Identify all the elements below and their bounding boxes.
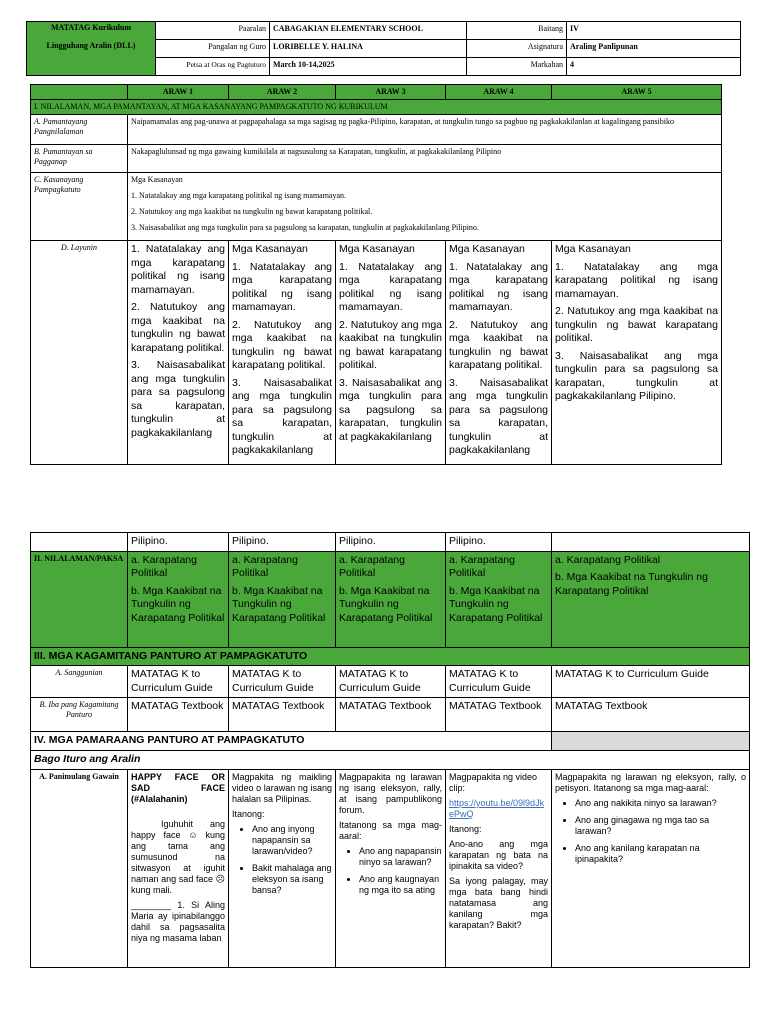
section3-title: III. MGA KAGAMITANG PANTURO AT PAMPAGKATUTO bbox=[31, 647, 750, 666]
layunin-d3-heading: Mga Kasanayan bbox=[339, 243, 415, 255]
kasanayang-item-1: 1. Natatalakay ang mga karapatang politikal ng isang mamamayan. bbox=[131, 191, 347, 200]
layunin-day-1 bbox=[128, 241, 229, 465]
sanggunian-day-1: MATATAG K to Curriculum Guide bbox=[128, 666, 229, 698]
p5-bullet-2: • Ano ang ginagawa ng mga tao sa larawan? bbox=[575, 815, 746, 837]
layunin-d3-item-3: 3. Naisasabalikat ang mga tungkulin para sa pagsulong sa karapatan, tungkulin at pagkakakilanlang bbox=[339, 376, 442, 443]
layunin-day-5 bbox=[552, 241, 722, 465]
kasanayang-item-2: 2. Natutukoy ang mga kaakibat na tungkulin ng bawat karapatang politikal. bbox=[131, 207, 373, 216]
p5-intro: Magpapakita ng larawan ng eleksyon, rally, o petisyon. Itatanong sa mga mag-aaral: bbox=[555, 772, 746, 793]
p1-item-1: ________ 1. Si Aling Maria ay ipinabilanggo dahil sa pagsasalita niya ng masama laban bbox=[131, 900, 225, 943]
nilalaman-d1-b: b. Mga Kaakibat na Tungkulin ng Karapatang Politikal bbox=[131, 584, 225, 624]
panimulang-day-1 bbox=[128, 770, 229, 968]
layunin-cont-1: Pilipino. bbox=[128, 533, 229, 552]
p4-itanong: Itanong: bbox=[449, 824, 482, 834]
kagamitan-day-5: MATATAG Textbook bbox=[552, 698, 750, 732]
layunin-d5-item-1: 1. Natatalakay ang mga karapatang politikal ng isang mamamayan. bbox=[555, 260, 718, 300]
layunin-d5-heading: Mga Kasanayan bbox=[555, 243, 631, 255]
header-table bbox=[26, 21, 741, 76]
markahan-value: 4 bbox=[567, 58, 741, 76]
layunin-d5-item-2: 2. Natutukoy ang mga kaakibat na tungkulin ng bawat karapatang politikal. bbox=[555, 305, 718, 344]
nilalaman-d4-a: a. Karapatang Politikal bbox=[449, 553, 515, 579]
p4-video-link[interactable]: https://youtu.be/09l9dJkePwQ bbox=[449, 798, 545, 819]
baitang-label: Baitang bbox=[467, 22, 567, 40]
layunin-d4-item-3: 3. Naisasabalikat ang mga tungkulin para sa pagsulong sa karapatan, tungkulin at pagkakakilanlang bbox=[449, 376, 548, 456]
layunin-d1-item-3: 3. Naisasabalikat ang mga tungkulin para sa pagsulong sa karapatan, tungkulin at pagkakakilanlang bbox=[131, 359, 225, 439]
nilalaman-d3-a: a. Karapatang Politikal bbox=[339, 553, 405, 579]
sanggunian-day-3: MATATAG K to Curriculum Guide bbox=[336, 666, 446, 698]
panimulang-day-5 bbox=[552, 770, 750, 968]
nilalaman-d2-a: a. Karapatang Politikal bbox=[232, 553, 298, 579]
p2-bullet-2: • Bakit mahalaga ang eleksyon sa isang bansa? bbox=[252, 863, 332, 896]
layunin-d5-item-3: 3. Naisasabalikat ang mga tungkulin para sa pagsulong sa karapatan, tungkulin at pagkakakilanlang Pilipino. bbox=[555, 349, 718, 402]
day-header-3: ARAW 3 bbox=[336, 85, 446, 100]
layunin-d3-item-1: 1. Natatalakay ang mga karapatang politikal ng isang mamamayan. bbox=[339, 260, 442, 313]
layunin-d2-item-1: 1. Natatalakay ang mga karapatang politikal ng isang mamamayan. bbox=[232, 260, 332, 313]
kasanayang-cell bbox=[128, 173, 722, 241]
layunin-d2-heading: Mga Kasanayan bbox=[232, 243, 308, 255]
continued-blank bbox=[31, 533, 128, 552]
nilalaman-label: II. NILALAMAN/PAKSA bbox=[31, 551, 128, 647]
nilalaman-day-5 bbox=[552, 551, 750, 647]
panimulang-day-4 bbox=[446, 770, 552, 968]
p3-intro: Magpapakita ng larawan ng isang eleksyon, rally, at isang pampublikong forum. bbox=[339, 772, 442, 815]
paaralan-label: Paaralan bbox=[156, 22, 270, 40]
baitang-value: IV bbox=[567, 22, 741, 40]
layunin-cont-5 bbox=[552, 533, 750, 552]
kasanayang-title: Mga Kasanayan bbox=[131, 175, 183, 184]
layunin-cont-2: Pilipino. bbox=[229, 533, 336, 552]
p4-question-2: Sa iyong palagay, may mga bata bang hindi natatamasa ang kanilang mga karapatan? Bakit? bbox=[449, 876, 548, 930]
nilalaman-d4-b: b. Mga Kaakibat na Tungkulin ng Karapatang Politikal bbox=[449, 584, 543, 624]
main-table-part1 bbox=[30, 84, 722, 465]
petsa-label: Petsa at Oras ng Pagtuturo bbox=[156, 58, 270, 76]
nilalaman-day-3 bbox=[336, 551, 446, 647]
layunin-d2-item-2: 2. Natutukoy ang mga kaakibat na tungkulin ng bawat karapatang politikal. bbox=[232, 318, 332, 371]
section4-title: IV. MGA PAMARAANG PANTURO AT PAMPAGKATUTO bbox=[31, 732, 552, 751]
kagamitan-day-2: MATATAG Textbook bbox=[229, 698, 336, 732]
pamantayan-pagganap-text: Nakapaglulunsad ng mga gawaing kumikilala at nagsusulong sa Karapatan, tungkulin, at pagkakakilanlang Pilipino bbox=[128, 145, 722, 173]
layunin-d1-item-1: 1. Natatalakay ang mga karapatang politikal ng isang mamamayan. bbox=[131, 243, 225, 296]
kagamitan-day-3: MATATAG Textbook bbox=[336, 698, 446, 732]
p3-bullet-2: • Ano ang kaugnayan ng mga ito sa ating bbox=[359, 874, 442, 896]
layunin-cont-4: Pilipino. bbox=[446, 533, 552, 552]
section1-title: I. NILALAMAN, MGA PAMANTAYAN, AT MGA KASANAYANG PAMPAGKATUTO NG KURIKULUM bbox=[31, 100, 722, 115]
kasanayang-item-3: 3. Naisasabalikat ang mga tungkulin para sa pagsulong sa karapatan, tungkulin at pagkakakilanlang Pilipino. bbox=[131, 223, 479, 232]
layunin-cont-3: Pilipino. bbox=[336, 533, 446, 552]
layunin-d4-item-1: 1. Natatalakay ang mga karapatang politikal ng isang mamamayan. bbox=[449, 260, 548, 313]
layunin-day-3 bbox=[336, 241, 446, 465]
section4-subtitle: Bago Ituro ang Aralin bbox=[31, 751, 750, 770]
panimulang-day-2 bbox=[229, 770, 336, 968]
kagamitan-label: B. Iba pang Kagamitang Panturo bbox=[31, 698, 128, 732]
p2-itanong: Itanong: bbox=[232, 809, 265, 819]
pamantayan-pagganap-label: B. Pamantayan sa Pagganap bbox=[31, 145, 128, 173]
paaralan-value: CABAGAKIAN ELEMENTARY SCHOOL bbox=[270, 22, 467, 40]
p2-bullet-1: • Ano ang inyong napapansin sa larawan/video? bbox=[252, 824, 332, 857]
asignatura-value: Araling Panlipunan bbox=[567, 40, 741, 58]
kagamitan-day-1: MATATAG Textbook bbox=[128, 698, 229, 732]
kasanayang-label: C. Kasanayang Pampagkatuto bbox=[31, 173, 128, 241]
layunin-day-2 bbox=[229, 241, 336, 465]
p1-instruction: Iguhuhit ang happy face ☺ kung ang tama ang sumusunod na sitwasyon at iguhit naman ang sad face ☹ kung mali. bbox=[131, 819, 225, 895]
sanggunian-day-4: MATATAG K to Curriculum Guide bbox=[446, 666, 552, 698]
panimulang-gawain-label: A. Panimulang Gawain bbox=[31, 770, 128, 968]
day-header-1: ARAW 1 bbox=[128, 85, 229, 100]
pamantayang-pangnilalaman-text: Naipamamalas ang pag-unawa at pagpapahalaga sa mga sagisag ng pagka-Pilipino, karapatan, at tungkulin tungo sa pagbuo ng pagkakakilanlan at kagalingang pansibiko bbox=[128, 115, 722, 145]
guro-label: Pangalan ng Guro bbox=[156, 40, 270, 58]
nilalaman-d1-a: a. Karapatang Politikal bbox=[131, 553, 197, 579]
kagamitan-day-4: MATATAG Textbook bbox=[446, 698, 552, 732]
sanggunian-label: A. Sanggunian bbox=[31, 666, 128, 698]
layunin-d4-heading: Mga Kasanayan bbox=[449, 243, 525, 255]
day-header-4: ARAW 4 bbox=[446, 85, 552, 100]
nilalaman-d5-b: b. Mga Kaakibat na Tungkulin ng Karapatang Politikal bbox=[555, 571, 708, 597]
p4-question-1: Ano-ano ang mga karapatan ng bata na ipinakita sa video? bbox=[449, 839, 548, 871]
layunin-d4-item-2: 2. Natutukoy ang mga kaakibat na tungkulin ng bawat karapatang politikal. bbox=[449, 318, 548, 371]
p4-intro: Magpapakita ng video clip: bbox=[449, 772, 538, 793]
nilalaman-day-4 bbox=[446, 551, 552, 647]
petsa-value: March 10-14,2025 bbox=[270, 58, 467, 76]
layunin-day-4 bbox=[446, 241, 552, 465]
nilalaman-d3-b: b. Mga Kaakibat na Tungkulin ng Karapatang Politikal bbox=[339, 584, 433, 624]
day-header-5: ARAW 5 bbox=[552, 85, 722, 100]
asignatura-label: Asignatura bbox=[467, 40, 567, 58]
p2-intro: Magpakita ng maikling video o larawan ng isang halalan sa Pilipinas. bbox=[232, 772, 332, 804]
layunin-label: D. Layunin bbox=[31, 241, 128, 465]
nilalaman-d2-b: b. Mga Kaakibat na Tungkulin ng Karapatang Politikal bbox=[232, 584, 326, 624]
layunin-d2-item-3: 3. Naisasabalikat ang mga tungkulin para sa pagsulong sa karapatan, tungkulin at pagkakakilanlang bbox=[232, 376, 332, 456]
sanggunian-day-2: MATATAG K to Curriculum Guide bbox=[229, 666, 336, 698]
day-header-blank bbox=[31, 85, 128, 100]
p3-bullet-1: • Ano ang napapansin ninyo sa larawan? bbox=[359, 846, 442, 868]
header-title-cell bbox=[27, 22, 156, 76]
panimulang-day-3 bbox=[336, 770, 446, 968]
nilalaman-day-1 bbox=[128, 551, 229, 647]
p5-bullet-3: • Ano ang kanilang karapatan na ipinapakita? bbox=[575, 843, 746, 865]
p5-bullet-1: • Ano ang nakikita ninyo sa larawan? bbox=[575, 798, 746, 809]
guro-value: LORIBELLE Y. HALINA bbox=[270, 40, 467, 58]
p3-itanong: Itatanong sa mga mag-aaral: bbox=[339, 820, 442, 841]
section4-title-shade bbox=[552, 732, 750, 751]
nilalaman-day-2 bbox=[229, 551, 336, 647]
sanggunian-day-5: MATATAG K to Curriculum Guide bbox=[552, 666, 750, 698]
main-table-part2 bbox=[30, 532, 750, 968]
dll-title: MATATAG Kurikulum bbox=[50, 23, 132, 32]
day-header-2: ARAW 2 bbox=[229, 85, 336, 100]
p1-title: HAPPY FACE OR SAD FACE (#Alalahanin) bbox=[131, 772, 225, 804]
markahan-label: Markahan bbox=[467, 58, 567, 76]
layunin-d1-item-2: 2. Natutukoy ang mga kaakibat na tungkulin ng bawat karapatang politikal. bbox=[131, 301, 225, 354]
pamantayang-pangnilalaman-label: A. Pamantayang Pangnilalaman bbox=[31, 115, 128, 145]
layunin-d3-item-2: 2. Natutukoy ang mga kaakibat na tungkulin ng bawat karapatang politikal. bbox=[339, 318, 442, 371]
dll-subtitle: Lingguhang Aralin (DLL) bbox=[46, 41, 136, 50]
nilalaman-d5-a: a. Karapatang Politikal bbox=[555, 553, 661, 566]
